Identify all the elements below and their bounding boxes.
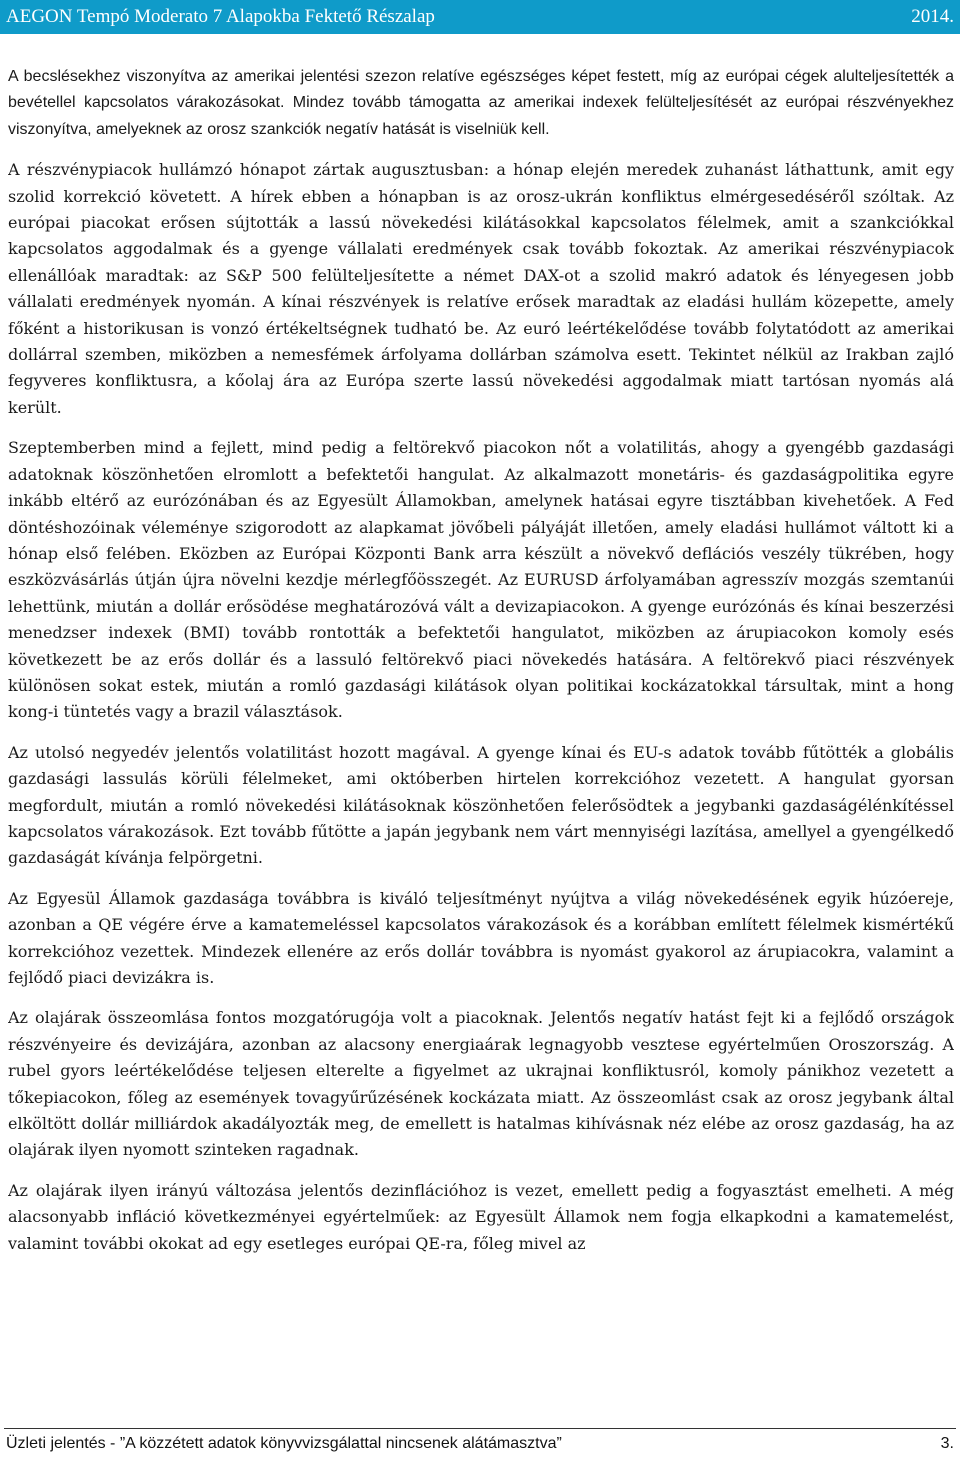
document-body (8, 64, 954, 1402)
paragraph-1: A becslésekhez viszonyítva az amerikai jelentési szezon relatíve egészséges képet festett, míg az európai cégek alulteljesítették a bevétellel kapcsolatos várakozásokat. Mindez tovább támogatta az amerikai indexek felülteljesítését az európai részvényekhez viszonyítva, amelyeknek az orosz szankciók negatív hatását is viselniük kell. (8, 68, 954, 138)
footer-divider (4, 1428, 956, 1429)
paragraph-3: Szeptemberben mind a fejlett, mind pedig a feltörekvő piacokon nőt a volatilitás, ahogy a gyengébb gazdasági adatoknak köszönhetően elromlott a befektetői hangulat. Az alkalmazott monetáris- és gazdaságpolitika egyre inkább eltérő az eurózónában és az Egyesült Államokban, amelynek hatásai egyre tisztábban kivehetőek. A Fed döntéshozóinak véleménye szigorodott az alapkamat jövőbeli pályáját illetően, amely eladási hullámot váltott ki a hónap első felében. Eközben az Európai Központi Bank arra készült a növekvő deflációs veszély tükrében, hogy eszközvásárlás útján újra növelni kezdje mérlegfőösszegét. Az EURUSD árfolyamában agresszív mozgás szemtanúi lehettünk, miután a dollár erősödése meghatározóvá vált a devizapiacokon. A gyenge eurózónás és kínai beszerzési menedzser indexek (BMI) tovább rontották a befektetői hangulatot, miközben az árupiacokon komoly esés következett be az erős dollár és a lassuló feltörekvő piaci növekedés hatására. A feltörekvő piaci részvények különösen sokat estek, miután a romló gazdasági kilátások olyan politikai kockázatokkal társultak, mint a hong kong-i tüntetés vagy a brazil választások. (8, 438, 954, 722)
header-title: AEGON Tempó Moderato 7 Alapokba Fektető Részalap (6, 6, 435, 27)
paragraph-5: Az Egyesül Államok gazdasága továbbra is kiváló teljesítményt nyújtva a világ növekedésének egyik húzóereje, azonban a QE végére érve a kamatemeléssel kapcsolatos várakozások és a korábban említett félelmek kismértékű korrekcióhoz vezettek. Mindezek ellenére az erős dollár továbbra is nyomást gyakorol az árupiacokra, valamint a fejlődő piaci devizákra is. (8, 888, 954, 987)
document-header (0, 0, 960, 34)
header-year: 2014. (911, 6, 954, 27)
paragraph-7: Az olajárak ilyen irányú változása jelentős dezinflációhoz is vezet, emellett pedig a fogyasztást emelheti. A még alacsonyabb infláció következményei egyértelműek: az Egyesült Államok nem fogja elkapkodni a kamatemelést, valamint további okokat ad egy esetleges európai QE-ra, főleg mivel az (8, 1180, 954, 1253)
footer-text: Üzleti jelentés - ”A közzétett adatok könyvvizsgálattal nincsenek alátámasztva” (6, 1435, 562, 1452)
paragraph-2: A részvénypiacok hullámzó hónapot zártak augusztusban: a hónap elején meredek zuhanást láthattunk, amit egy szolid korrekció követett. A hírek ebben a hónapban is az orosz-ukrán konfliktus elmérgesedéséről szóltak. Az európai piacokat erősen sújtották a lassú növekedési kilátásokkal kapcsolatos félelmek, amit a szankciókkal kapcsolatos aggodalmak és a gyenge vállalati eredmények csak tovább fokoztak. Az amerikai részvénypiacok ellenállóak maradtak: az S&P 500 felülteljesítette a német DAX-ot a szolid makró adatok és lényegesen jobb vállalati eredmények nyomán. A kínai részvények is relatíve erősek maradtak az eladási hullám közepette, amely főként a historikusan is vonzó értékeltségnek tudható be. Az euró leértékelődése tovább folytatódott az amerikai dollárral szemben, miközben a nemesfémek árfolyama dollárban számolva esett. Tekintet nélkül az Irakban zajló fegyveres konfliktusra, a kőolaj ára az Európa szerte lassú növekedési aggodalmak miatt tartósan nyomás alá került. (8, 160, 954, 417)
page-number: 3. (940, 1435, 954, 1452)
paragraph-4: Az utolsó negyedév jelentős volatilitást hozott magával. A gyenge kínai és EU-s adatok tovább fűtötték a globális gazdasági lassulás körüli félelmeket, ami októberben hirtelen korrekcióhoz vezetett. A hangulat gyorsan megfordult, miután a romló növekedési kilátásoknak köszönhetően felerősödtek a jegybanki gazdaságélénkítéssel kapcsolatos várakozások. Ezt tovább fűtötte a japán jegybank nem várt mennyiségi lazítása, amellyel a gyengélkedő gazdaságát kívánja felpörgetni. (8, 742, 954, 868)
paragraph-6: Az olajárak összeomlása fontos mozgatórugója volt a piacoknak. Jelentős negatív hatást fejt ki a fejlődő országok részvényeire és devizájára, azonban az alacsony energiaárak legnagyobb vesztese egyértelműen Oroszország. A rubel gyors leértékelődése teljesen elterelte a figyelmet az ukrajnai konfliktusról, komoly pánikhoz vezetett a tőkepiacokon, főleg az események tovagyűrűzésének kockázata miatt. Az összeomlást csak az orosz jegybank által elköltött dollár milliárdok akadályozták meg, de emellett is hatalmas kihívásnak néz elébe az orosz gazdaság, ha az olajárak ilyen nyomott szinteken ragadnak. (8, 1008, 954, 1160)
document-footer (6, 1435, 954, 1453)
